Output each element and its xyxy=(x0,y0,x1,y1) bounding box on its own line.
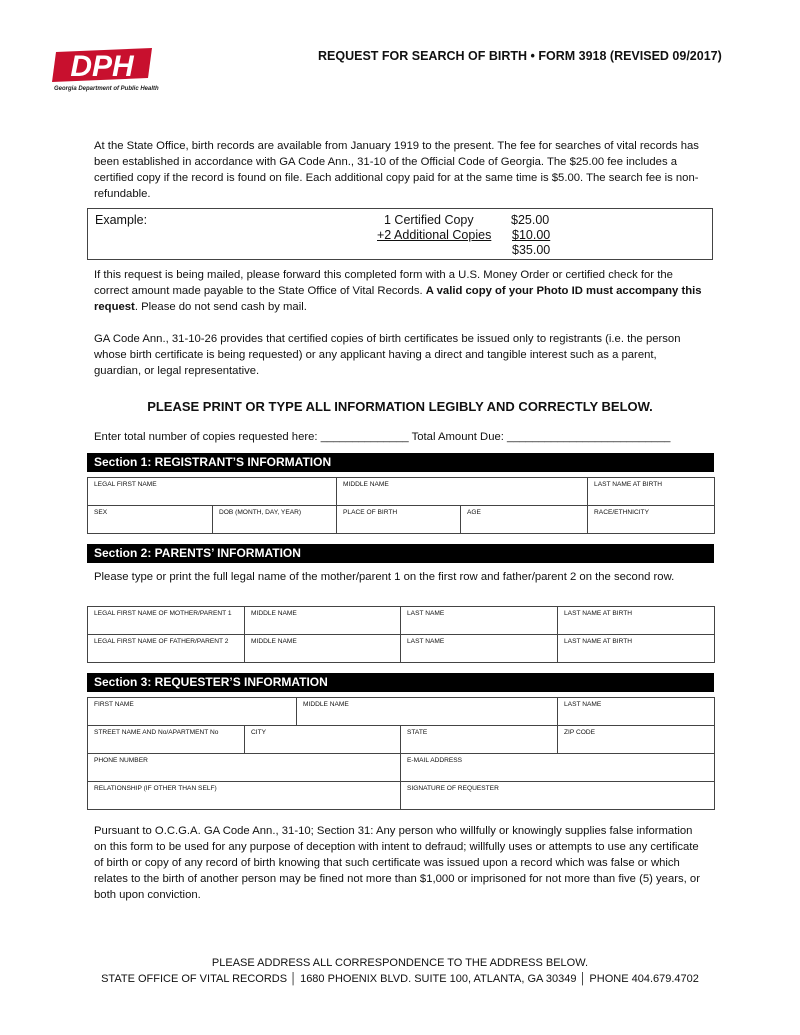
mailing-text-1: If this request is being mailed, please forward this completed form with a U.S. Money Order or certified check for the correct amount made payable to the State Office of Vital Records. xyxy=(94,269,673,297)
sex-field[interactable]: SEX xyxy=(88,506,213,534)
mailing-photo-id-notice: A valid copy of your Photo ID must accompany this request xyxy=(94,285,702,313)
parents-note: Please type or print the full legal name of the mother/parent 1 on the first row and father/parent 2 on the second row. xyxy=(94,571,675,583)
logo-text: DPH xyxy=(70,50,134,83)
footer-correspondence-note: PLEASE ADDRESS ALL CORRESPONDENCE TO THE ADDRESS BELOW. xyxy=(211,957,589,969)
example-line2-desc: +2 Additional Copies xyxy=(377,228,492,242)
middle-name-field[interactable]: MIDDLE NAME xyxy=(337,478,588,506)
footer-address: STATE OFFICE OF VITAL RECORDS │ 1680 PHOENIX BLVD. SUITE 100, ATLANTA, GA 30349 │ PHONE 404.679.4702 xyxy=(101,973,699,985)
race-ethnicity-field[interactable]: RACE/ETHNICITY xyxy=(588,506,715,534)
code-paragraph: GA Code Ann., 31-10-26 provides that certified copies of birth certificates be issued only to registrants (i.e. the person whose birth certificate is being requested) or any applicant having a direct and tangible interest such as a parent, guardian, or legal representative. xyxy=(94,333,681,377)
street-address-field[interactable]: STREET NAME AND No/APARTMENT No xyxy=(88,726,245,754)
place-of-birth-field[interactable]: PLACE OF BIRTH xyxy=(337,506,461,534)
relationship-field[interactable]: RELATIONSHIP (IF OTHER THAN SELF) xyxy=(88,782,401,810)
city-field[interactable]: CITY xyxy=(245,726,401,754)
section1-header: Section 1: REGISTRANT’S INFORMATION xyxy=(87,453,714,472)
registrant-table xyxy=(87,477,715,534)
intro-paragraph: At the State Office, birth records are available from January 1919 to the present. The fee for searches of vital records has been established in accordance with GA Code Ann., 31-10 of the Official Code of Georgia. The $25.00 fee includes a certified copy if the record is found on file. Each additional copy paid for at the same time is $5.00. The search fee is non-refundable. xyxy=(94,140,699,200)
father-first-name-field[interactable]: LEGAL FIRST NAME OF FATHER/PARENT 2 xyxy=(88,635,245,663)
example-label: Example: xyxy=(95,213,148,227)
state-field[interactable]: STATE xyxy=(401,726,558,754)
copies-amount-line[interactable]: Enter total number of copies requested here: ______________ Total Amount Due: __________________________ xyxy=(94,431,671,443)
phone-number-field[interactable]: PHONE NUMBER xyxy=(88,754,401,782)
requester-middle-name-field[interactable]: MIDDLE NAME xyxy=(297,698,558,726)
mailing-text-2: . Please do not send cash by mail. xyxy=(134,301,307,313)
zip-code-field[interactable]: ZIP CODE xyxy=(558,726,715,754)
signature-field[interactable]: SIGNATURE OF REQUESTER xyxy=(401,782,715,810)
mother-middle-name-field[interactable]: MIDDLE NAME xyxy=(245,607,401,635)
example-line1-desc: 1 Certified Copy xyxy=(384,213,474,227)
age-field[interactable]: AGE xyxy=(461,506,588,534)
parents-table xyxy=(87,606,715,663)
mailing-paragraph xyxy=(94,267,706,315)
penalty-paragraph: Pursuant to O.C.G.A. GA Code Ann., 31-10; Section 31: Any person who willfully or knowingly supplies false information on this form to be used for any purpose of deception with intent to defraud; willfully uses or attempts to use any certificate of birth or copy of any record of birth knowing that such certificate was issued upon a record which was false or which relates to the birth of another person may be fined not more than $1,000 or imprisoned for not more than five (5) years, or both upon conviction. xyxy=(94,825,700,901)
father-last-name-at-birth-field[interactable]: LAST NAME AT BIRTH xyxy=(558,635,715,663)
section2-header: Section 2: PARENTS’ INFORMATION xyxy=(87,544,714,563)
father-last-name-field[interactable]: LAST NAME xyxy=(401,635,558,663)
requester-last-name-field[interactable]: LAST NAME xyxy=(558,698,715,726)
example-line1-amount: $25.00 xyxy=(511,213,550,227)
last-name-at-birth-field[interactable]: LAST NAME AT BIRTH xyxy=(588,478,715,506)
requester-table xyxy=(87,697,715,810)
print-instruction: PLEASE PRINT OR TYPE ALL INFORMATION LEGIBLY AND CORRECTLY BELOW. xyxy=(147,399,653,414)
legal-first-name-field[interactable]: LEGAL FIRST NAME xyxy=(88,478,337,506)
email-address-field[interactable]: E-MAIL ADDRESS xyxy=(401,754,715,782)
example-line2-amount: $10.00 xyxy=(512,228,551,242)
father-middle-name-field[interactable]: MIDDLE NAME xyxy=(245,635,401,663)
example-total: $35.00 xyxy=(512,243,551,257)
requester-first-name-field[interactable]: FIRST NAME xyxy=(88,698,297,726)
section3-header: Section 3: REQUESTER’S INFORMATION xyxy=(87,673,714,692)
dob-field[interactable]: DOB (MONTH, DAY, YEAR) xyxy=(213,506,337,534)
mother-last-name-field[interactable]: LAST NAME xyxy=(401,607,558,635)
mother-last-name-at-birth-field[interactable]: LAST NAME AT BIRTH xyxy=(558,607,715,635)
fee-example-box xyxy=(87,208,713,260)
logo-caption: Georgia Department of Public Health xyxy=(54,86,159,92)
mother-first-name-field[interactable]: LEGAL FIRST NAME OF MOTHER/PARENT 1 xyxy=(88,607,245,635)
form-title: REQUEST FOR SEARCH OF BIRTH • FORM 3918 (REVISED 09/2017) xyxy=(318,49,722,63)
